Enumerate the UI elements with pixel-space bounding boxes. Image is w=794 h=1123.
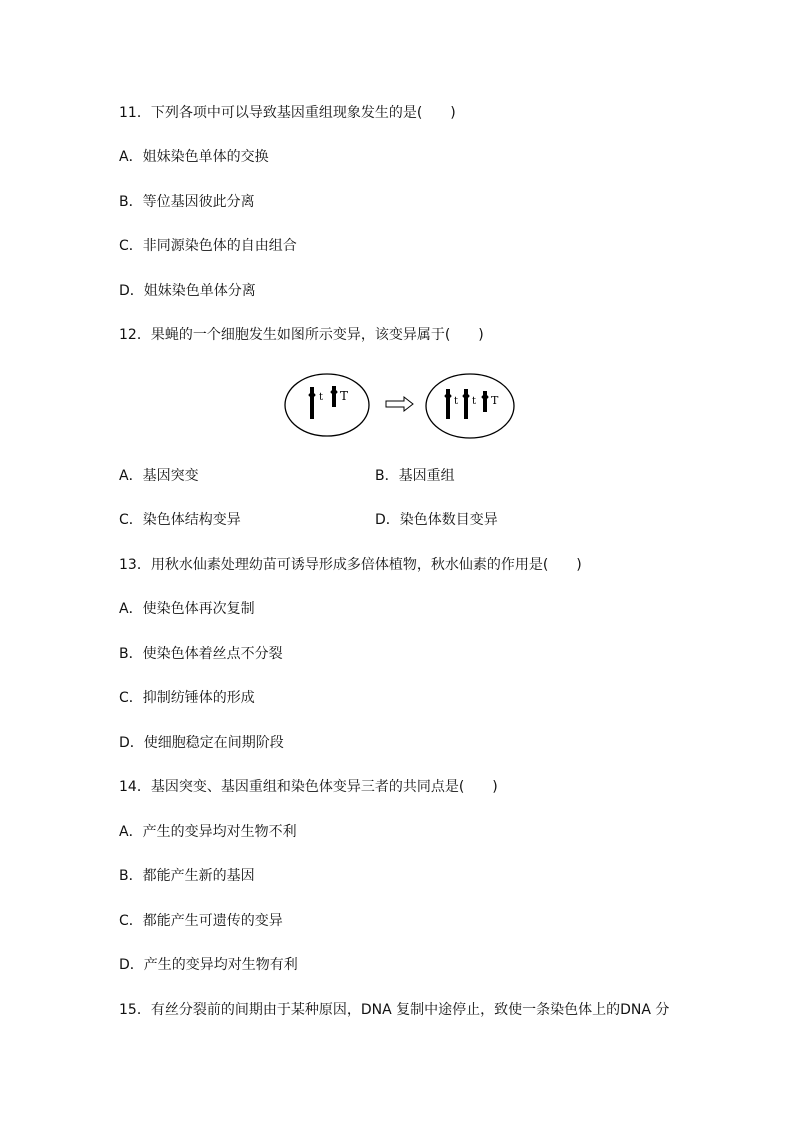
right-label-t-2: t	[472, 396, 477, 407]
question-14-stem: 14．基因突变、基因重组和染色体变异三者的共同点是( )	[119, 779, 498, 795]
right-chromosome-1	[446, 389, 450, 419]
right-chromosome-2	[464, 389, 468, 419]
right-cell-outline	[426, 374, 514, 438]
question-13-option-a: A．使染色体再次复制	[119, 601, 255, 617]
right-centromere-3	[482, 395, 489, 399]
question-12-option-a: A．基因突变	[119, 468, 199, 484]
left-label-T: T	[340, 389, 349, 403]
question-14-option-d: D．产生的变异均对生物有利	[119, 957, 298, 973]
question-14-option-b: B．都能产生新的基因	[119, 868, 255, 884]
question-13-option-c: C．抑制纺锤体的形成	[119, 690, 255, 706]
question-11-option-a: A．姐妹染色单体的交换	[119, 149, 269, 165]
question-12-option-b: B．基因重组	[375, 468, 455, 484]
left-short-chromosome	[332, 386, 336, 407]
question-11-option-b: B．等位基因彼此分离	[119, 194, 255, 210]
question-12-option-d: D．染色体数目变异	[375, 512, 498, 528]
question-12-option-c: C．染色体结构变异	[119, 512, 241, 528]
question-14-option-a: A．产生的变异均对生物不利	[119, 824, 297, 840]
left-label-t: t	[319, 392, 324, 403]
left-short-centromere	[331, 390, 338, 394]
question-15-stem: 15．有丝分裂前的间期由于某种原因，DNA 复制中途停止，致使一条染色体上的DNA 分	[119, 1002, 670, 1018]
left-long-centromere	[309, 393, 316, 397]
left-long-chromosome	[310, 387, 314, 419]
question-13-option-d: D．使细胞稳定在间期阶段	[119, 735, 284, 751]
right-centromere-1	[445, 394, 452, 398]
question-13-option-b: B．使染色体着丝点不分裂	[119, 646, 283, 662]
question-14-option-c: C．都能产生可遗传的变异	[119, 913, 283, 929]
question-11-option-c: C．非同源染色体的自由组合	[119, 238, 297, 254]
question-13-stem: 13．用秋水仙素处理幼苗可诱导形成多倍体植物，秋水仙素的作用是( )	[119, 557, 582, 573]
question-11-stem: 11．下列各项中可以导致基因重组现象发生的是( )	[119, 105, 456, 121]
figure-svg	[280, 372, 520, 442]
arrow-icon	[386, 397, 413, 411]
right-chromosome-3	[483, 391, 487, 412]
chromosome-variation-figure	[280, 372, 520, 442]
question-12-stem: 12．果蝇的一个细胞发生如图所示变异，该变异属于( )	[119, 327, 484, 343]
left-cell-outline	[285, 374, 369, 436]
right-label-T: T	[491, 394, 499, 407]
right-label-t-1: t	[454, 396, 459, 407]
question-11-option-d: D．姐妹染色单体分离	[119, 283, 256, 299]
right-centromere-2	[463, 394, 470, 398]
